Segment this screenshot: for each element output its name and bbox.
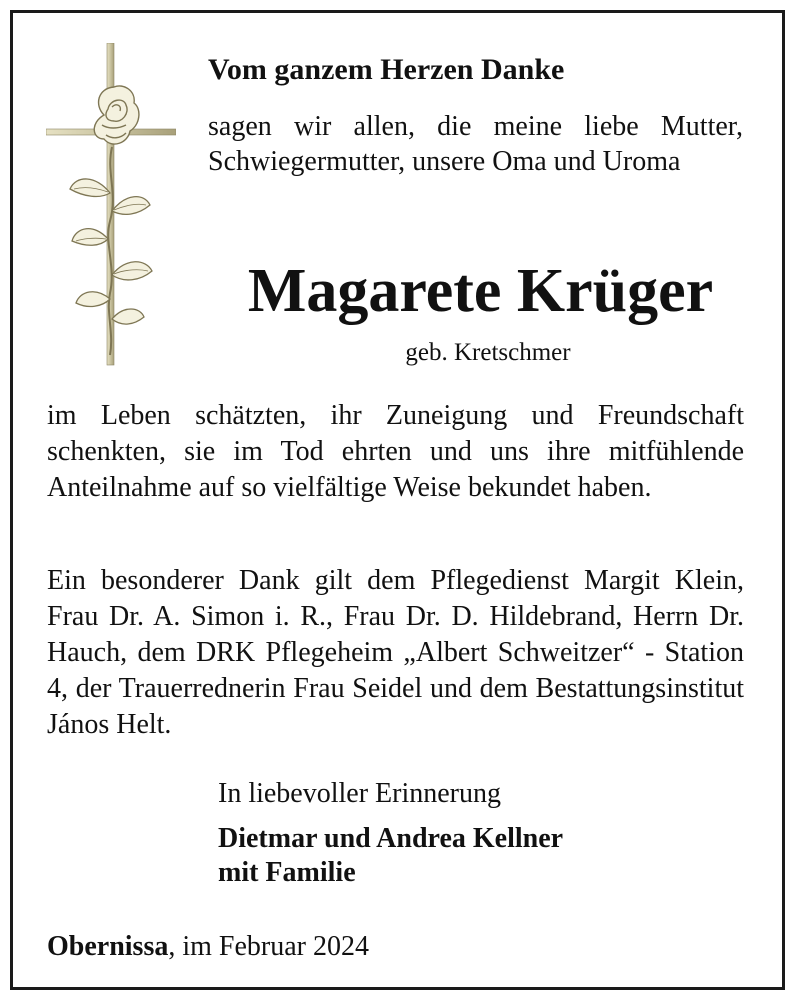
place-name: Obernissa (47, 931, 169, 962)
date-text: , im Februar 2024 (168, 931, 369, 962)
birth-name: geb. Kretschmer (405, 339, 571, 366)
remembrance-line: In liebevoller Erinnerung (218, 778, 502, 809)
notice-headline: Vom ganzem Herzen Danke (208, 53, 565, 86)
notice-intro: sagen wir allen, die meine liebe Mutter, Schwiegermutter, unsere Oma und Uroma (208, 111, 743, 177)
place-date-line (47, 931, 747, 963)
notice-frame (10, 10, 785, 990)
deceased-name: Magarete Krüger (247, 257, 714, 325)
special-thanks-paragraph: Ein besonderer Dank gilt dem Pflegedienst Margit Klein, Frau Dr. A. Simon i. R., Frau Dr. D. Hildebrand, Herrn Dr. Hauch, dem DRK Pflegeheim „Albert Schweitzer“ - Station 4, der Trauerrednerin Frau Seidel und dem Bestattungsinstitut János Helt. (47, 565, 744, 740)
cross-with-rose-icon (46, 43, 176, 368)
signers-family: mit Familie (218, 857, 356, 888)
signers-names: Dietmar und Andrea Kellner (218, 823, 564, 854)
thanks-paragraph: im Leben schätzten, ihr Zuneigung und Freundschaft schenkten, sie im Tod ehrten und uns ihre mitfühlende Anteilnahme auf so vielfältige Weise bekundet haben. (47, 400, 744, 503)
